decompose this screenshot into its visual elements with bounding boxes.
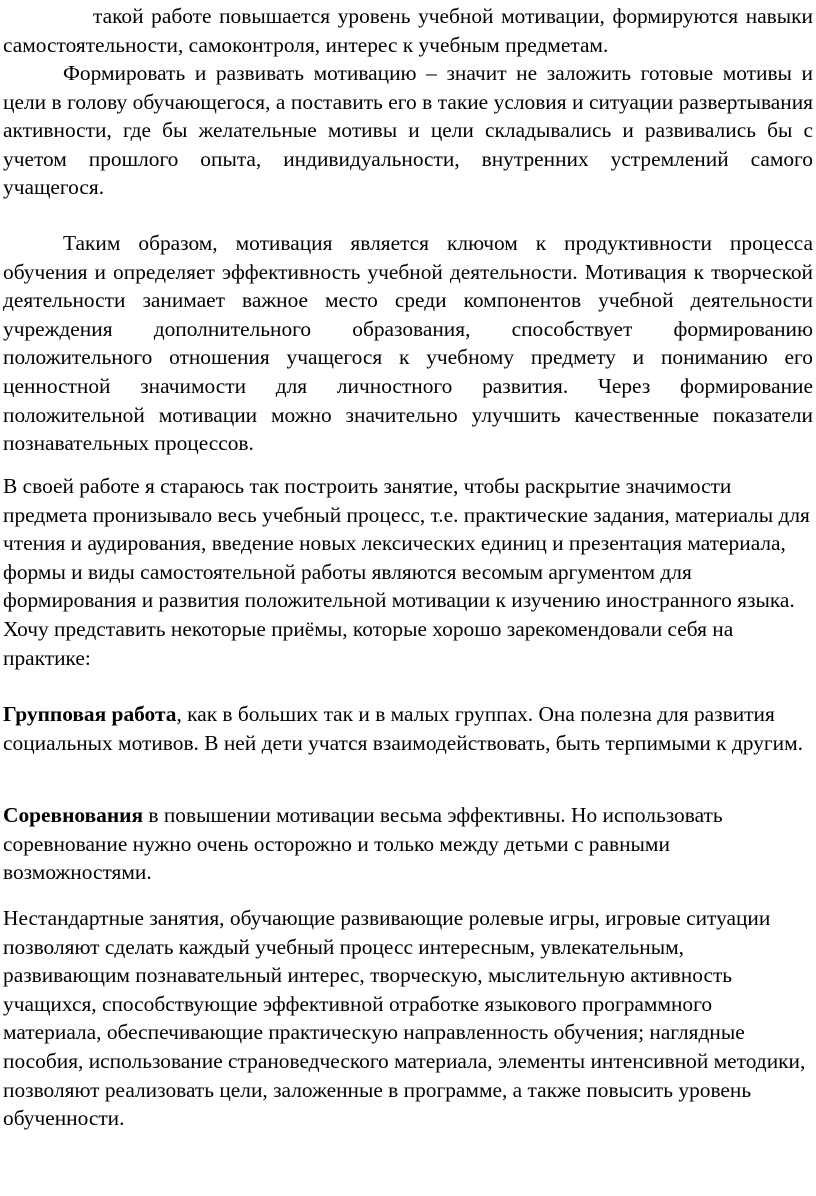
paragraph-nonstandard-lessons: Нестандартные занятия, обучающие развивающие ролевые игры, игровые ситуации позволяют сделать каждый учебный процесс интересным, увлекательным, развивающим познавательный интерес, творческую, мыслительную активность учащихся, способствующие эффективной отработке языкового программного материала, обеспечивающие практическую направленность обучения; наглядные пособия, использование страноведческого материала, элементы интенсивной методики, позволяют реализовать цели, заложенные в программе, а также повысить уровень обученности. <box>3 906 806 1131</box>
term-competitions: Соревнования <box>3 803 144 827</box>
paragraph-motivation-result: такой работе повышается уровень учебной мотивации, формируются навыки самостоятельности, самоконтроля, интерес к учебным предметам. <box>3 4 813 57</box>
competitions-text: в повышении мотивации весьма эффективны. Но использовать соревнование нужно очень осторожно и только между детьми с равными возможностями. <box>3 803 723 885</box>
paragraph-group-work <box>3 700 813 757</box>
paragraph-my-work: В своей работе я стараюсь так построить занятие, чтобы раскрытие значимости предмета пронизывало весь учебный процесс, т.е. практические задания, материалы для чтения и аудирования, введение новых лексических единиц и презентация материала, формы и виды самостоятельной работы являются весомым аргументом для формирования и развития положительной мотивации к изучению иностранного языка. Хочу представить некоторые приёмы, которые хорошо зарекомендовали себя на практике: <box>3 474 810 670</box>
group-work-text: , как в больших так и в малых группах. Она полезна для развития социальных мотивов. В ней дети учатся взаимодействовать, быть терпимыми к другим. <box>3 702 803 755</box>
term-group-work: Групповая работа <box>3 702 177 726</box>
paragraph-conclusion: Таким образом, мотивация является ключом к продуктивности процесса обучения и определяет эффективность учебной деятельности. Мотивация к творческой деятельности занимает важное место среди компонентов учебной деятельности учреждения дополнительного образования, способствует формированию положительного отношения учащегося к учебному предмету и пониманию его ценностной значимости для личностного развития. Через формирование положительной мотивации можно значительно улучшить качественные показатели познавательных процессов. <box>3 231 813 456</box>
paragraph-forming-motivation: Формировать и развивать мотивацию – значит не заложить готовые мотивы и цели в голову обучающегося, а поставить его в такие условия и ситуации развертывания активности, где бы желательные мотивы и цели складывались и развивались бы с учетом прошлого опыта, индивидуальности, внутренних устремлений самого учащегося. <box>3 61 813 200</box>
paragraph-competitions <box>3 801 813 887</box>
